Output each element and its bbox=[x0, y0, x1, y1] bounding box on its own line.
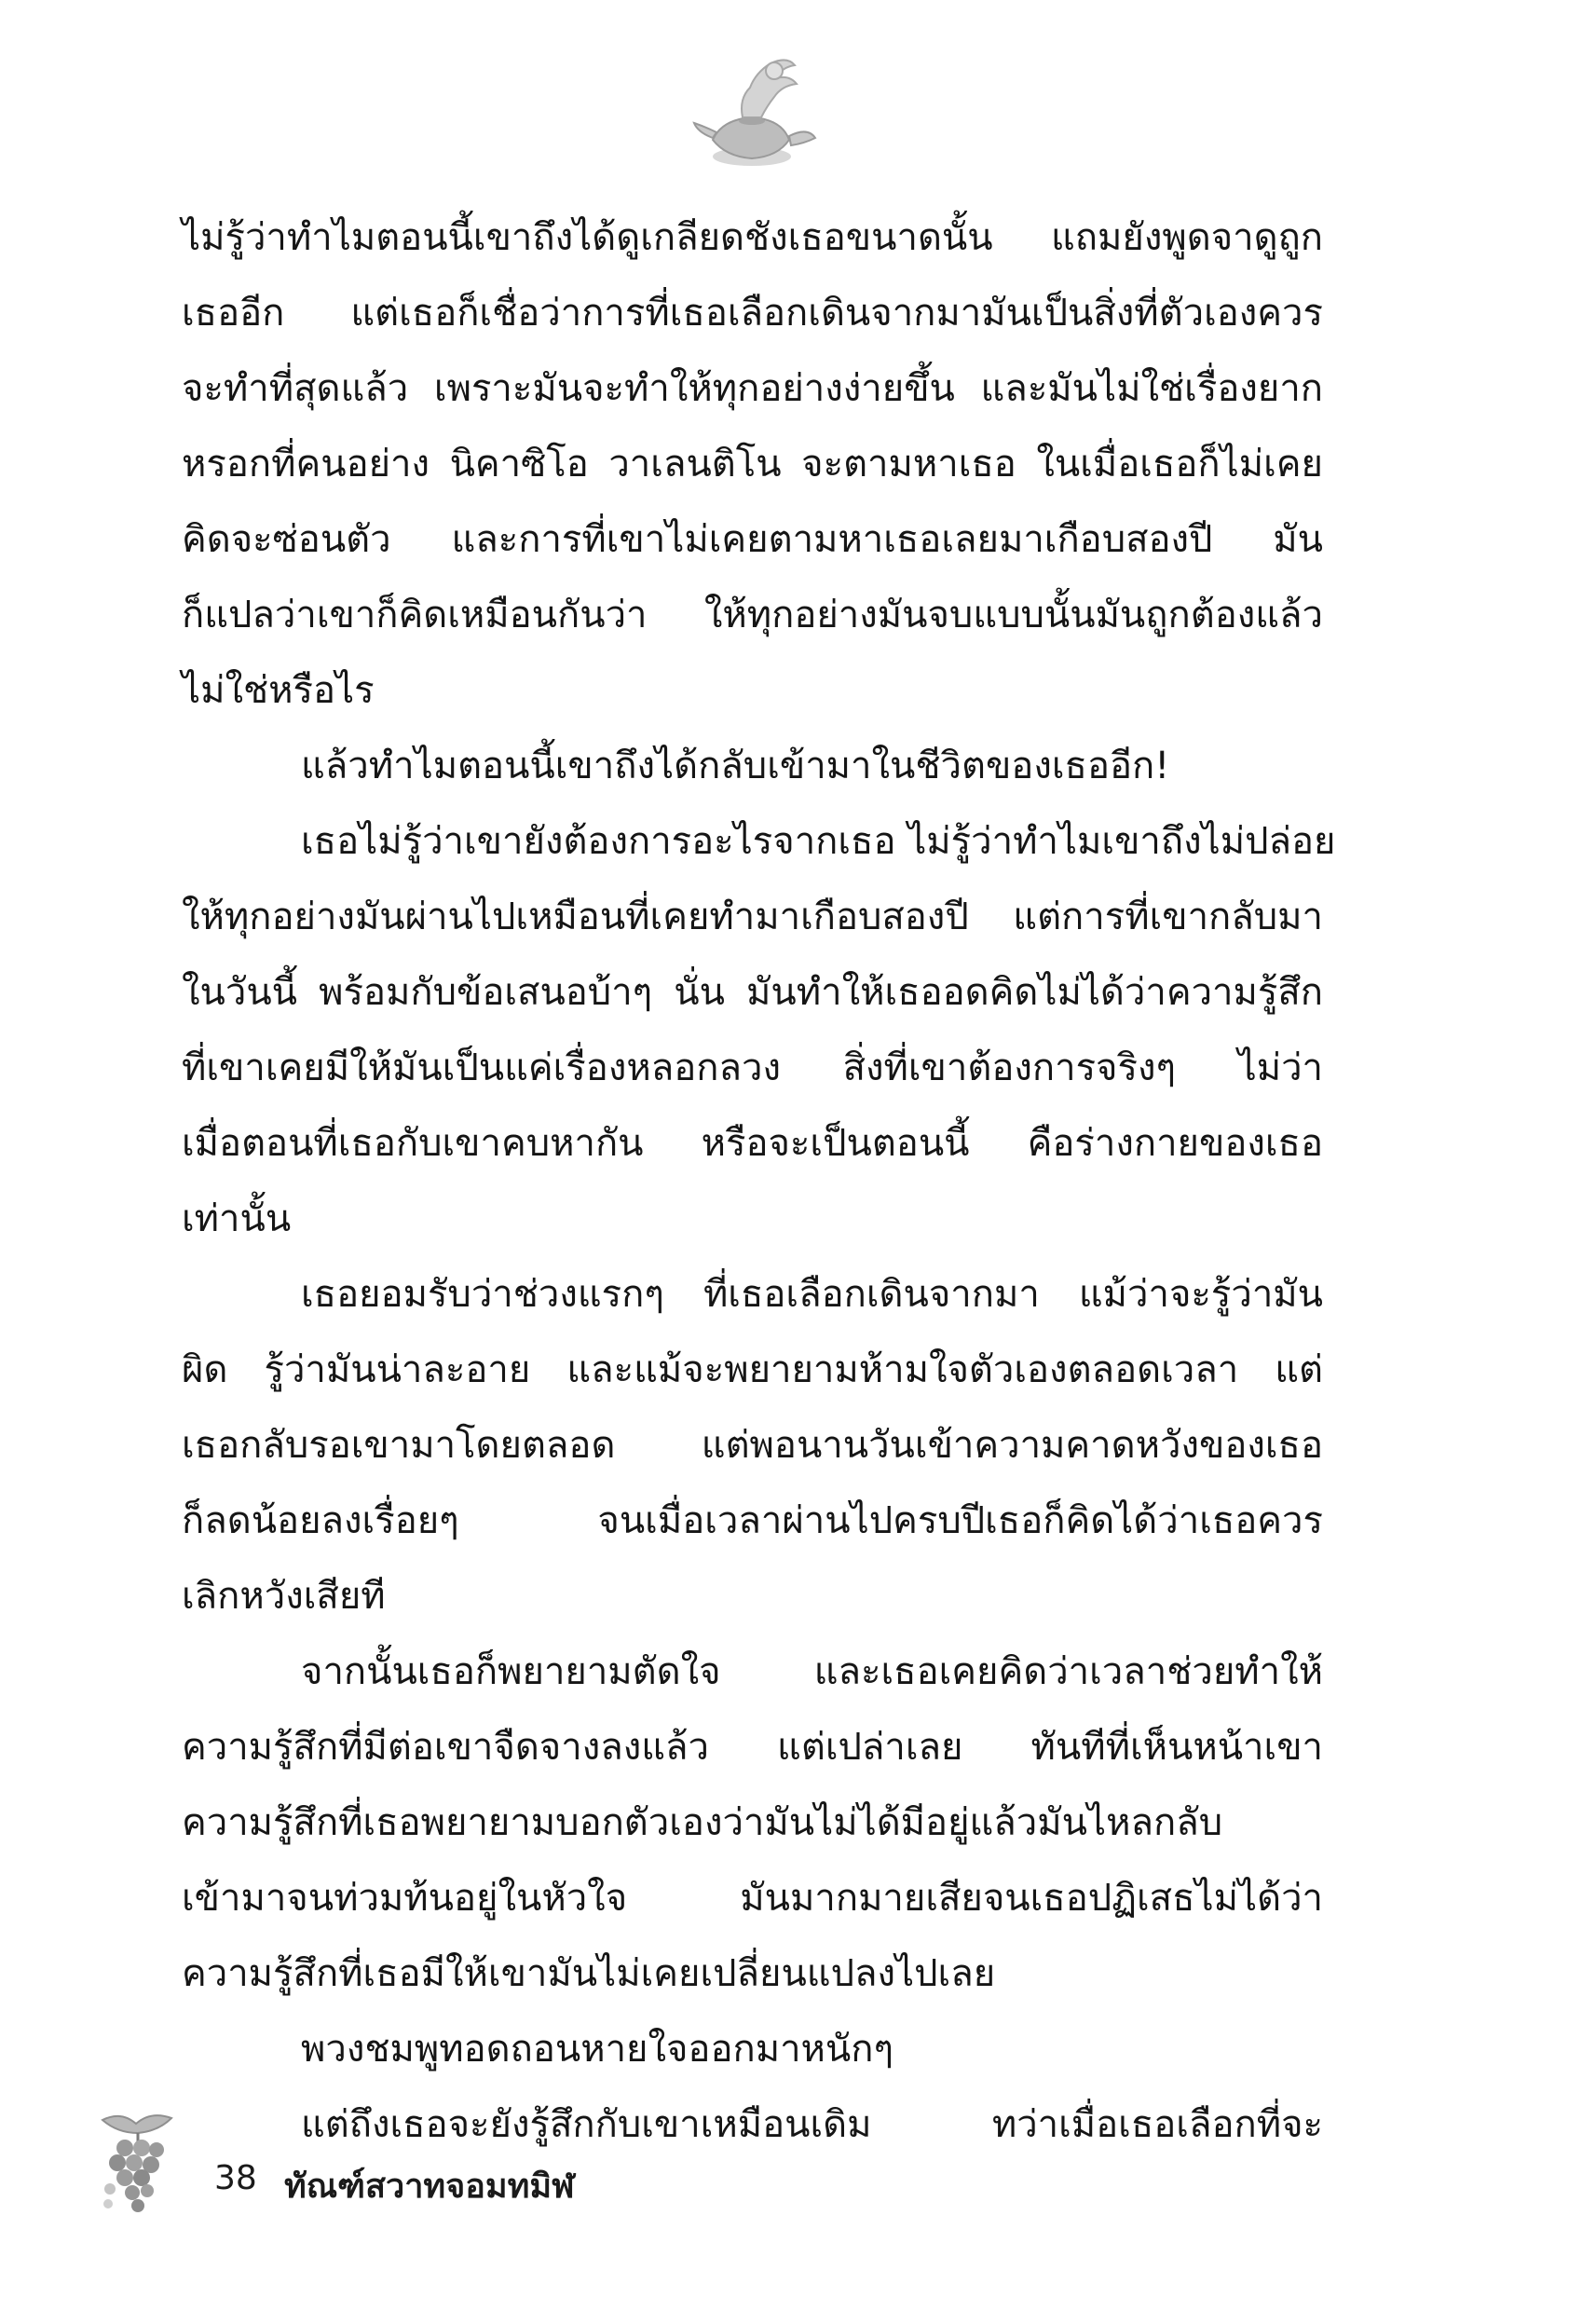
text-line: ให้ทุกอย่างมันผ่านไปเหมือนที่เคยทำมาเกือบสองปี แต่การที่เขากลับมา bbox=[182, 896, 1323, 938]
text-line: ผิด รู้ว่ามันน่าละอาย และแม้จะพยายามห้ามใจตัวเองตลอดเวลา แต่ bbox=[182, 1348, 1323, 1391]
text-line: แต่ถึงเธอจะยังรู้สึกกับเขาเหมือนเดิม ทว่าเมื่อเธอเลือกที่จะ bbox=[301, 2103, 1323, 2146]
text-line: ไม่รู้ว่าทำไมตอนนี้เขาถึงได้ดูเกลียดชังเธอขนาดนั้น แถมยังพูดจาดูถูก bbox=[182, 216, 1323, 259]
text-line: ก็แปลว่าเขาก็คิดเหมือนกันว่า ให้ทุกอย่างมันจบแบบนั้นมันถูกต้องแล้ว bbox=[182, 594, 1323, 636]
text-line: แล้วทำไมตอนนี้เขาถึงได้กลับเข้ามาในชีวิตของเธออีก! bbox=[301, 745, 1170, 787]
text-line: เธออีก แต่เธอก็เชื่อว่าการที่เธอเลือกเดินจากมามันเป็นสิ่งที่ตัวเองควร bbox=[182, 292, 1323, 335]
text-line: ที่เขาเคยมีให้มันเป็นแค่เรื่องหลอกลวง สิ่งที่เขาต้องการจริงๆ ไม่ว่า bbox=[182, 1046, 1323, 1089]
body-text bbox=[182, 200, 1336, 2163]
text-line: หรอกที่คนอย่าง นิคาซิโอ วาเลนติโน จะตามหาเธอ ในเมื่อเธอก็ไม่เคย bbox=[182, 443, 1323, 485]
text-line: เข้ามาจนท่วมท้นอยู่ในหัวใจ มันมากมายเสียจนเธอปฏิเสธไม่ได้ว่า bbox=[182, 1877, 1323, 1920]
text-line: จากนั้นเธอก็พยายามตัดใจ และเธอเคยคิดว่าเวลาช่วยทำให้ bbox=[301, 1650, 1323, 1693]
text-line: เธอยอมรับว่าช่วงแรกๆ ที่เธอเลือกเดินจากมา แม้ว่าจะรู้ว่ามัน bbox=[301, 1273, 1323, 1316]
text-line: คิดจะซ่อนตัว และการที่เขาไม่เคยตามหาเธอเลยมาเกือบสองปี มัน bbox=[182, 518, 1323, 561]
text-line: จะทำที่สุดแล้ว เพราะมันจะทำให้ทุกอย่างง่ายขึ้น และมันไม่ใช่เรื่องยาก bbox=[182, 367, 1323, 410]
text-line: เลิกหวังเสียที bbox=[182, 1575, 386, 1618]
text-line: ไม่ใช่หรือไร bbox=[182, 669, 375, 712]
text-line: เธอไม่รู้ว่าเขายังต้องการอะไรจากเธอ ไม่รู้ว่าทำไมเขาถึงไม่ปล่อย bbox=[301, 820, 1336, 863]
text-line: พวงชมพูทอดถอนหายใจออกมาหนักๆ bbox=[301, 2028, 893, 2071]
text-line: ในวันนี้ พร้อมกับข้อเสนอบ้าๆ นั่น มันทำให้เธออดคิดไม่ได้ว่าความรู้สึก bbox=[182, 971, 1323, 1014]
text-line: ความรู้สึกที่มีต่อเขาจืดจางลงแล้ว แต่เปล่าเลย ทันทีที่เห็นหน้าเขา bbox=[182, 1726, 1323, 1769]
page-footer bbox=[93, 2111, 745, 2222]
text-line: เมื่อตอนที่เธอกับเขาคบหากัน หรือจะเป็นตอนนี้ คือร่างกายของเธอ bbox=[182, 1122, 1323, 1165]
grape-icon bbox=[93, 2111, 182, 2222]
book-title: ทัณฑ์สวาทจอมทมิฬ bbox=[284, 2167, 575, 2206]
text-line: ก็ลดน้อยลงเรื่อยๆ จนเมื่อเวลาผ่านไปครบปีเธอก็คิดได้ว่าเธอควร bbox=[182, 1499, 1323, 1542]
text-line: เธอกลับรอเขามาโดยตลอด แต่พอนานวันเข้าความคาดหวังของเธอ bbox=[182, 1424, 1323, 1467]
page-number: 38 bbox=[214, 2159, 257, 2197]
text-line: เท่านั้น bbox=[182, 1197, 292, 1240]
teapot-genie-ornament-icon bbox=[685, 47, 825, 177]
text-line: ความรู้สึกที่เธอมีให้เขามันไม่เคยเปลี่ยนแปลงไปเลย bbox=[182, 1952, 996, 1995]
text-line: ความรู้สึกที่เธอพยายามบอกตัวเองว่ามันไม่ได้มีอยู่แล้วมันไหลกลับ bbox=[182, 1801, 1223, 1844]
